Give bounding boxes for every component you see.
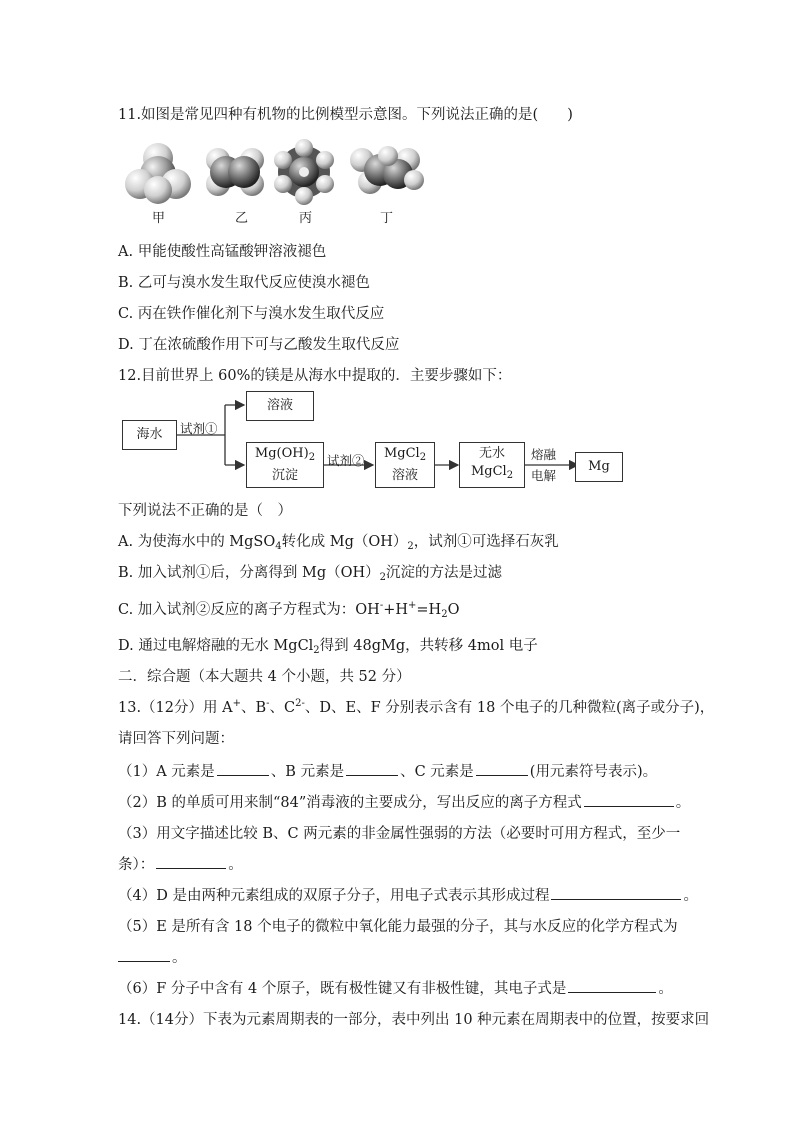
flow-mgcl2-text: MgCl [383, 446, 420, 461]
flow-anhydrous-mgcl2-text: MgCl [470, 464, 507, 479]
q13-stem-b: 、B [240, 700, 267, 716]
q13-stem-a: 13.（12分）用 A [118, 700, 233, 716]
q13-stem-rest: 、D、E、F 分别表示含有 18 个电子的几种微粒(离子或分子)， [304, 700, 715, 716]
flow-seawater-label: 海水 [136, 427, 163, 442]
q11-option-d: D. 丁在浓硫酸作用下可与乙酸发生取代反应 [118, 337, 400, 353]
flow-solution2-label: 溶液 [391, 468, 418, 483]
q13-part5-line1: （5）E 是所有含 18 个电子的微粒中氧化能力最强的分子，其与水反应的化学方程式为 [118, 919, 678, 935]
q12-option-a [118, 530, 559, 552]
methane-model [125, 143, 191, 204]
q12-c-sup2: + [408, 600, 417, 611]
q13-p5-end: 。 [172, 950, 187, 966]
q13-stem [118, 696, 714, 717]
flow-anhydrous-mgcl2-box [459, 442, 525, 488]
molecule-models-figure [118, 138, 428, 206]
q13-sup-b: - [266, 698, 270, 709]
answer-blank-6[interactable] [568, 978, 656, 993]
q13-p1-text-c: 、C 元素是 [400, 764, 474, 780]
flow-mgcl2-subscript: 2 [419, 452, 427, 463]
q14-stem: 14.（14分）下表为元素周期表的一部分，表中列出 10 种元素在周期表中的位置，按要求回 [118, 1012, 710, 1028]
q12-a-text3: ，试剂①可选择石灰乳 [413, 534, 559, 550]
q11-option-b: B. 乙可与溴水发生取代反应使溴水褪色 [118, 275, 370, 291]
q13-sup-a: + [232, 698, 241, 709]
q13-p6-text: （6）F 分子中含有 4 个原子，既有极性键又有非极性键，其电子式是 [118, 981, 567, 997]
q13-p1-text-end: (用元素符号表示)。 [529, 764, 658, 780]
answer-blank-2[interactable] [584, 792, 674, 807]
flow-electrolysis-label: 电解 [531, 468, 557, 483]
model-label-jia: 甲 [152, 211, 166, 226]
model-label-yi: 乙 [235, 211, 249, 226]
flow-melt-label: 熔融 [531, 447, 557, 462]
answer-blank-3[interactable] [156, 854, 226, 869]
flow-anhydrous-label: 无水 [478, 446, 505, 461]
q13-part3-line2 [118, 853, 243, 874]
ethene-model [206, 148, 264, 196]
q13-part6 [118, 977, 673, 998]
q12-c-sub: 2 [441, 609, 448, 620]
q12-question: 下列说法不正确的是（ ） [118, 503, 292, 519]
benzene-model [274, 139, 334, 205]
q12-c-text2: +H [383, 602, 409, 618]
q13-p4-text: （4）D 是由两种元素组成的双原子分子，用电子式表示其形成过程 [118, 888, 550, 904]
answer-blank-a[interactable] [217, 761, 269, 776]
flow-precipitate-label: 沉淀 [271, 468, 298, 483]
q13-prompt: 请回答下列问题： [118, 731, 234, 747]
q13-p1-text-a: （1）A 元素是 [118, 764, 215, 780]
q12-c-text1: C. 加入试剂②反应的离子方程式为：OH [118, 602, 380, 618]
flow-mgoh2-subscript: 2 [308, 452, 316, 463]
flow-mgoh2-text: Mg(OH) [254, 446, 309, 461]
q12-d-text1: D. 通过电解熔融的无水 MgCl [118, 638, 314, 654]
flow-anhydrous-formula [471, 463, 513, 485]
q12-a-text2: 转化成 Mg（OH） [281, 534, 408, 550]
q13-p6-end: 。 [658, 981, 673, 997]
q12-c-sup1: - [379, 600, 384, 611]
q12-b-text1: B. 加入试剂①后，分离得到 Mg（OH） [118, 565, 380, 581]
q12-c-text4: O [447, 602, 460, 618]
q13-p1-text-b: 、B 元素是 [270, 764, 345, 780]
flow-anhydrous-subscript: 2 [506, 470, 514, 481]
answer-blank-5[interactable] [118, 947, 170, 962]
answer-blank-b[interactable] [346, 761, 398, 776]
flow-seawater-box [122, 420, 177, 450]
q12-c-text3: =H [416, 602, 442, 618]
q13-part3-line1: （3）用文字描述比较 B、C 两元素的非金属性强弱的方法（必要时可用方程式，至少一 [118, 826, 681, 842]
flow-mg-label: Mg [588, 459, 610, 474]
q13-p4-end: 。 [683, 888, 698, 904]
q12-a-text1: A. 为使海水中的 MgSO [118, 534, 276, 550]
flow-solution-box [246, 391, 314, 421]
q12-d-text2: 得到 48gMg，共转移 4mol 电子 [319, 638, 538, 654]
q13-p2-end: 。 [675, 795, 691, 811]
q12-stem: 12.目前世界上 60%的镁是从海水中提取的．主要步骤如下： [118, 368, 512, 384]
q13-part5-line2 [118, 946, 187, 967]
q11-option-c: C. 丙在铁作催化剂下与溴水发生取代反应 [118, 306, 385, 322]
q11-option-a: A. 甲能使酸性高锰酸钾溶液褪色 [118, 244, 327, 260]
q13-p2-text: （2）B 的单质可用来制“84”消毒液的主要成分，写出反应的离子方程式 [118, 795, 582, 811]
q13-part1 [118, 760, 657, 781]
answer-blank-4[interactable] [551, 885, 681, 900]
q13-stem-c: 、C [269, 700, 296, 716]
q12-option-c [118, 598, 459, 620]
q11-stem: 11.如图是常见四种有机物的比例模型示意图。下列说法正确的是( ) [118, 107, 573, 123]
flow-reagent1-label: 试剂① [180, 421, 218, 436]
q13-part4 [118, 884, 698, 905]
section-2-title: 二．综合题（本大题共 4 个小题，共 52 分） [118, 669, 411, 685]
q12-option-b [118, 561, 502, 583]
q13-part2 [118, 791, 690, 812]
flow-mgcl2-solution-box [375, 442, 435, 488]
flow-mg-box [575, 452, 623, 482]
q12-b-sub: 2 [379, 572, 387, 583]
q12-a-sub1: 4 [275, 541, 282, 552]
q12-a-sub2: 2 [407, 541, 414, 552]
q13-p3-text: 条）： [118, 857, 155, 873]
q13-sup-c: 2- [295, 698, 305, 709]
flow-mgoh2-box [246, 442, 324, 488]
model-label-ding: 丁 [380, 211, 394, 226]
flow-solution-label: 溶液 [266, 398, 293, 413]
answer-blank-c[interactable] [476, 761, 528, 776]
q13-p3-end: 。 [228, 857, 243, 873]
q12-b-text2: 沉淀的方法是过滤 [386, 565, 503, 581]
flow-mgcl2-formula [384, 445, 426, 467]
q12-d-sub: 2 [313, 645, 320, 656]
flow-mgoh2-formula [255, 445, 315, 467]
ethanol-model [350, 146, 424, 194]
q12-option-d [118, 634, 538, 656]
model-label-bing: 丙 [299, 211, 313, 226]
flow-reagent2-label: 试剂② [327, 453, 365, 468]
